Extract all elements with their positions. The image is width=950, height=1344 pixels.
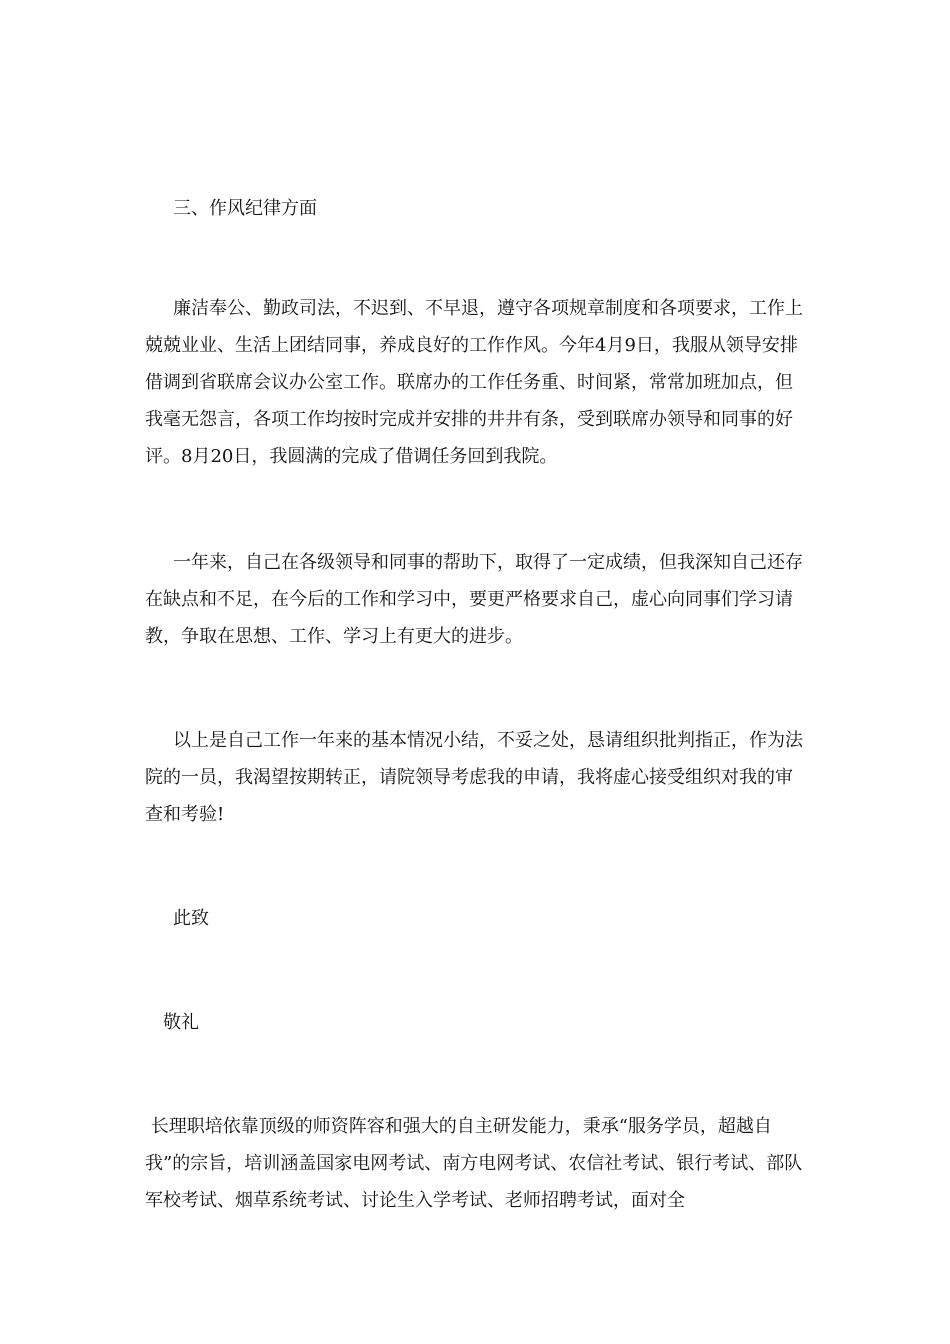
paragraph-summary-request: 以上是自己工作一年来的基本情况小结，不妥之处，恳请组织批判指正，作为法院的一员，我渴望按期转正，请院领导考虑我的申请，我将虚心接受组织对我的审查和考验! (145, 730, 803, 825)
paragraph-self-assessment: 一年来，自己在各级领导和同事的帮助下，取得了一定成绩，但我深知自己还存在缺点和不足，在今后的工作和学习中，要更严格要求自己，虚心向同事们学习请教，争取在思想、工作、学习上有更大的进步。 (145, 552, 803, 647)
footer-advertisement: 长理职培依靠顶级的师资阵容和强大的自主研发能力，秉承“服务学员，超越自我”的宗旨，培训涵盖国家电网考试、南方电网考试、农信社考试、银行考试、部队军校考试、烟草系统考试、讨论生入学考试、老师招聘考试，面对全 (145, 1116, 803, 1211)
closing-salutation: 此致 (173, 908, 209, 929)
section-heading: 三、作风纪律方面 (173, 198, 317, 219)
paragraph-work-discipline: 廉洁奉公、勤政司法，不迟到、不早退，遵守各项规章制度和各项要求，工作上兢兢业业、生活上团结同事，养成良好的工作作风。今年4月9日，我服从领导安排借调到省联席会议办公室工作。联席办的工作任务重、时间紧，常常加班加点，但我毫无怨言，各项工作均按时完成并安排的井井有条，受到联席办领导和同事的好评。8月20日，我圆满的完成了借调任务回到我院。 (145, 298, 803, 467)
regards-text: 敬礼 (163, 1012, 199, 1033)
